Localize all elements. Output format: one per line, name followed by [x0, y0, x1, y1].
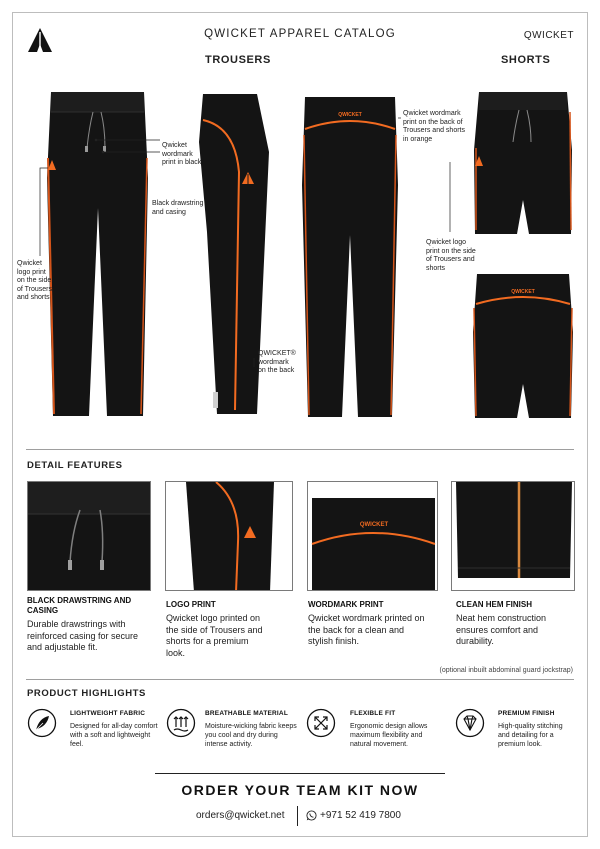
trousers-heading: TROUSERS: [205, 54, 271, 66]
highlights-divider: [26, 679, 574, 680]
feather-icon: [27, 708, 57, 738]
shorts-back-wordmark: QWICKET: [511, 289, 535, 295]
feature-title-wordmark: WORDMARK PRINT: [308, 600, 384, 609]
shorts-back-image: [472, 272, 574, 422]
optional-jockstrap-note: (optional inbuilt abdominal guard jockstrap): [439, 667, 573, 674]
section-divider: [26, 449, 574, 450]
detail-wordmark-image: [307, 481, 438, 591]
callout-wordmark-black: Qwicket wordmark print in black: [162, 142, 202, 166]
highlight-text-flexible: Ergonomic design allows maximum flexibility and natural movement.: [350, 723, 428, 748]
highlight-text-breathable: Moisture-wicking fabric keeps you cool and dry during intense activity.: [205, 723, 297, 748]
feature-title-logo: LOGO PRINT: [166, 600, 216, 609]
brand-name: QWICKET: [523, 30, 574, 41]
callout-wordmark-orange: Qwicket wordmark print on the back of Trousers and shorts in orange: [403, 110, 465, 143]
flexible-arrows-icon: [306, 708, 336, 738]
feature-title-drawstring: BLACK DRAWSTRING AND CASING: [27, 596, 132, 615]
contact-separator: [297, 806, 298, 826]
shorts-front-image: [473, 90, 573, 238]
whatsapp-icon: [306, 810, 317, 821]
product-highlights-heading: PRODUCT HIGHLIGHTS: [27, 688, 146, 699]
shorts-heading: SHORTS: [501, 54, 551, 66]
highlight-title-lightweight: LIGHTWEIGHT FABRIC: [70, 710, 146, 717]
detail-wordmark-text: QWICKET: [359, 522, 389, 528]
callout-logo-side-shorts: Qwicket logo print on the side of Trousers and shorts: [426, 239, 476, 272]
detail-drawstring-image: [27, 481, 151, 591]
email-link[interactable]: orders@qwicket.net: [196, 810, 285, 821]
callout-logo-side: Qwicket logo print on the side of Trousers and shorts: [17, 260, 53, 301]
feature-text-wordmark: Qwicket wordmark printed on the back for a clean and stylish finish.: [308, 613, 425, 646]
feature-title-hem: CLEAN HEM FINISH: [456, 600, 532, 609]
detail-hem-image: [451, 481, 575, 591]
breathable-arrows-icon: [166, 708, 196, 738]
detail-logo-image: [165, 481, 293, 591]
highlight-title-breathable: BREATHABLE MATERIAL: [205, 710, 288, 717]
trousers-back-image: [300, 95, 400, 420]
phone-link[interactable]: +971 52 419 7800: [320, 810, 401, 821]
highlight-text-premium: High-quality stitching and detailing for a premium look.: [498, 723, 563, 748]
diamond-icon: [455, 708, 485, 738]
callout-drawstring: Black drawstring and casing: [152, 200, 204, 216]
trousers-front-image: [45, 88, 150, 418]
feature-text-logo: Qwicket logo printed on the side of Trousers and shorts for a premium look.: [166, 613, 263, 658]
callout-wordmark-back: QWICKET® wordmark on the back: [258, 350, 296, 374]
cta-divider: [155, 773, 445, 774]
feature-text-drawstring: Durable drawstrings with reinforced casing for secure and adjustable fit.: [27, 619, 139, 652]
highlight-title-premium: PREMIUM FINISH: [498, 710, 555, 717]
cta-title: ORDER YOUR TEAM KIT NOW: [181, 782, 419, 798]
catalog-title: QWICKET APPAREL CATALOG: [204, 28, 396, 40]
highlight-text-lightweight: Designed for all-day comfort with a soft and lightweight feel.: [70, 723, 158, 748]
trousers-back-wordmark: QWICKET: [338, 112, 362, 118]
detail-features-heading: DETAIL FEATURES: [27, 460, 123, 471]
feature-text-hem: Neat hem construction ensures comfort and durability.: [456, 613, 547, 646]
highlight-title-flexible: FLEXIBLE FIT: [350, 710, 396, 717]
